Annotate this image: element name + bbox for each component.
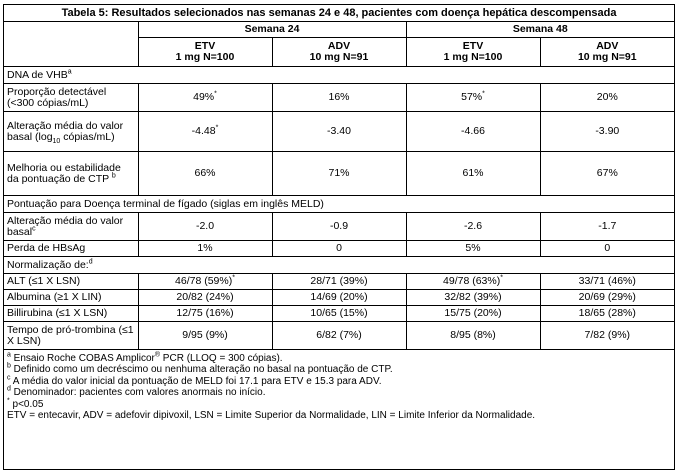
section-meld-label: Pontuação para Doença terminal de fígado (siglas em inglês MELD) [4, 196, 674, 213]
table-row [4, 152, 674, 196]
cell-value: 20/69 (29%) [540, 290, 674, 306]
table-row [4, 213, 674, 241]
row-label: Billirubina (≤1 X LSN) [4, 306, 138, 322]
cell-value: -2.0 [138, 213, 272, 241]
cell-value: -2.6 [406, 213, 540, 241]
table-title: Tabela 5: Resultados selecionados nas semanas 24 e 48, pacientes com doença hepática descompensada [4, 5, 674, 22]
dose: 10 mg N=91 [309, 51, 369, 63]
cell-value: 57%* [406, 84, 540, 112]
section-dna-row [4, 67, 674, 84]
group-header-adv-24 [272, 38, 406, 67]
empty-corner-cell [4, 22, 138, 67]
cell-value: 0 [540, 241, 674, 257]
drug-name: ADV [596, 40, 619, 52]
cell-value: -4.66 [406, 112, 540, 152]
footnote-star: * p<0.05 [7, 397, 44, 410]
footnote-b: $^b$ Definido como um decréscimo ou nenhuma alteração no basal na pontuação de CTP. [7, 363, 393, 376]
cell-value: 15/75 (20%) [406, 306, 540, 322]
section-meld-row [4, 196, 674, 213]
row-label: Perda de HBsAg [4, 241, 138, 257]
section-normalization-row [4, 257, 674, 274]
cell-value: 20% [540, 84, 674, 112]
cell-value: 10/65 (15%) [272, 306, 406, 322]
cell-value: 18/65 (28%) [540, 306, 674, 322]
table-row [4, 84, 674, 112]
row-label: Alteração média do valor basal ($\log_{10}$ cópias/mL) [4, 112, 138, 152]
cell-value: 6/82 (7%) [272, 322, 406, 350]
cell-value: 0 [272, 241, 406, 257]
row-label: Tempo de pró-trombina (≤1 X LSN) [4, 322, 138, 350]
cell-value: 12/75 (16%) [138, 306, 272, 322]
table-row [4, 322, 674, 350]
dose: 1 mg N=100 [443, 51, 503, 63]
cell-value: 61% [406, 152, 540, 196]
cell-value: 46/78 (59%)* [138, 274, 272, 290]
cell-value: 49%* [138, 84, 272, 112]
cell-value: 33/71 (46%) [540, 274, 674, 290]
cell-value: 20/82 (24%) [138, 290, 272, 306]
cell-value: -4.48* [138, 112, 272, 152]
table-row [4, 112, 674, 152]
group-header-etv-24 [138, 38, 272, 67]
footnote-d: $^d$ Denominador: pacientes com valores anormais no início. [7, 385, 266, 399]
drug-name: ETV [194, 40, 216, 52]
cell-value: 66% [138, 152, 272, 196]
footnotes [4, 350, 674, 424]
footnote-abbreviations: ETV = entecavir, ADV = adefovir dipivoxil, LSN = Limite Superior da Normalidade, LIN = Limite Inferior da Normalidade. [7, 410, 536, 422]
row-label: Alteração média do valor basal$^c$ [4, 213, 138, 241]
section-normalization-label: Normalização de:$^d$ [4, 257, 674, 274]
dose: 1 mg N=100 [175, 51, 235, 63]
group-header-etv-48 [406, 38, 540, 67]
cell-value: -3.90 [540, 112, 674, 152]
row-label: Albumina (≥1 X LIN) [4, 290, 138, 306]
cell-value: 32/82 (39%) [406, 290, 540, 306]
row-label: Proporção detectável (<300 cópias/mL) [4, 84, 138, 112]
cell-value: 9/95 (9%) [138, 322, 272, 350]
row-label: ALT (≤1 X LSN) [4, 274, 138, 290]
cell-value: 7/82 (9%) [540, 322, 674, 350]
cell-value: 71% [272, 152, 406, 196]
section-dna-label: DNA de VHB$^a$ [4, 67, 674, 84]
group-header-adv-48 [540, 38, 674, 67]
week24-header: Semana 24 [138, 22, 406, 38]
footnote-a: $^a$ Ensaio Roche COBAS Amplicor® PCR (LLOQ = 300 cópias). [7, 351, 283, 364]
cell-value: -3.40 [272, 112, 406, 152]
table-row [4, 241, 674, 257]
drug-name: ETV [462, 40, 484, 52]
cell-value: 5% [406, 241, 540, 257]
footnote-c: $^c$ A média do valor inicial da pontuação de MELD foi 17.1 para ETV e 15.3 para ADV. [7, 374, 382, 387]
results-table-container [3, 4, 675, 470]
footnotes-row [4, 350, 674, 424]
table-row [4, 290, 674, 306]
results-table [4, 5, 674, 423]
cell-value: -1.7 [540, 213, 674, 241]
table-row [4, 274, 674, 290]
cell-value: 1% [138, 241, 272, 257]
table-title-row [4, 5, 674, 22]
cell-value: 16% [272, 84, 406, 112]
cell-value: -0.9 [272, 213, 406, 241]
row-label: Melhoria ou estabilidade da pontuação de CTP $^b$ [4, 152, 138, 196]
week-header-row [4, 22, 674, 38]
cell-value: 8/95 (8%) [406, 322, 540, 350]
dose: 10 mg N=91 [577, 51, 637, 63]
drug-name: ADV [327, 40, 351, 52]
cell-value: 67% [540, 152, 674, 196]
week48-header: Semana 48 [406, 22, 674, 38]
cell-value: 28/71 (39%) [272, 274, 406, 290]
cell-value: 49/78 (63%)* [406, 274, 540, 290]
table-row [4, 306, 674, 322]
cell-value: 14/69 (20%) [272, 290, 406, 306]
